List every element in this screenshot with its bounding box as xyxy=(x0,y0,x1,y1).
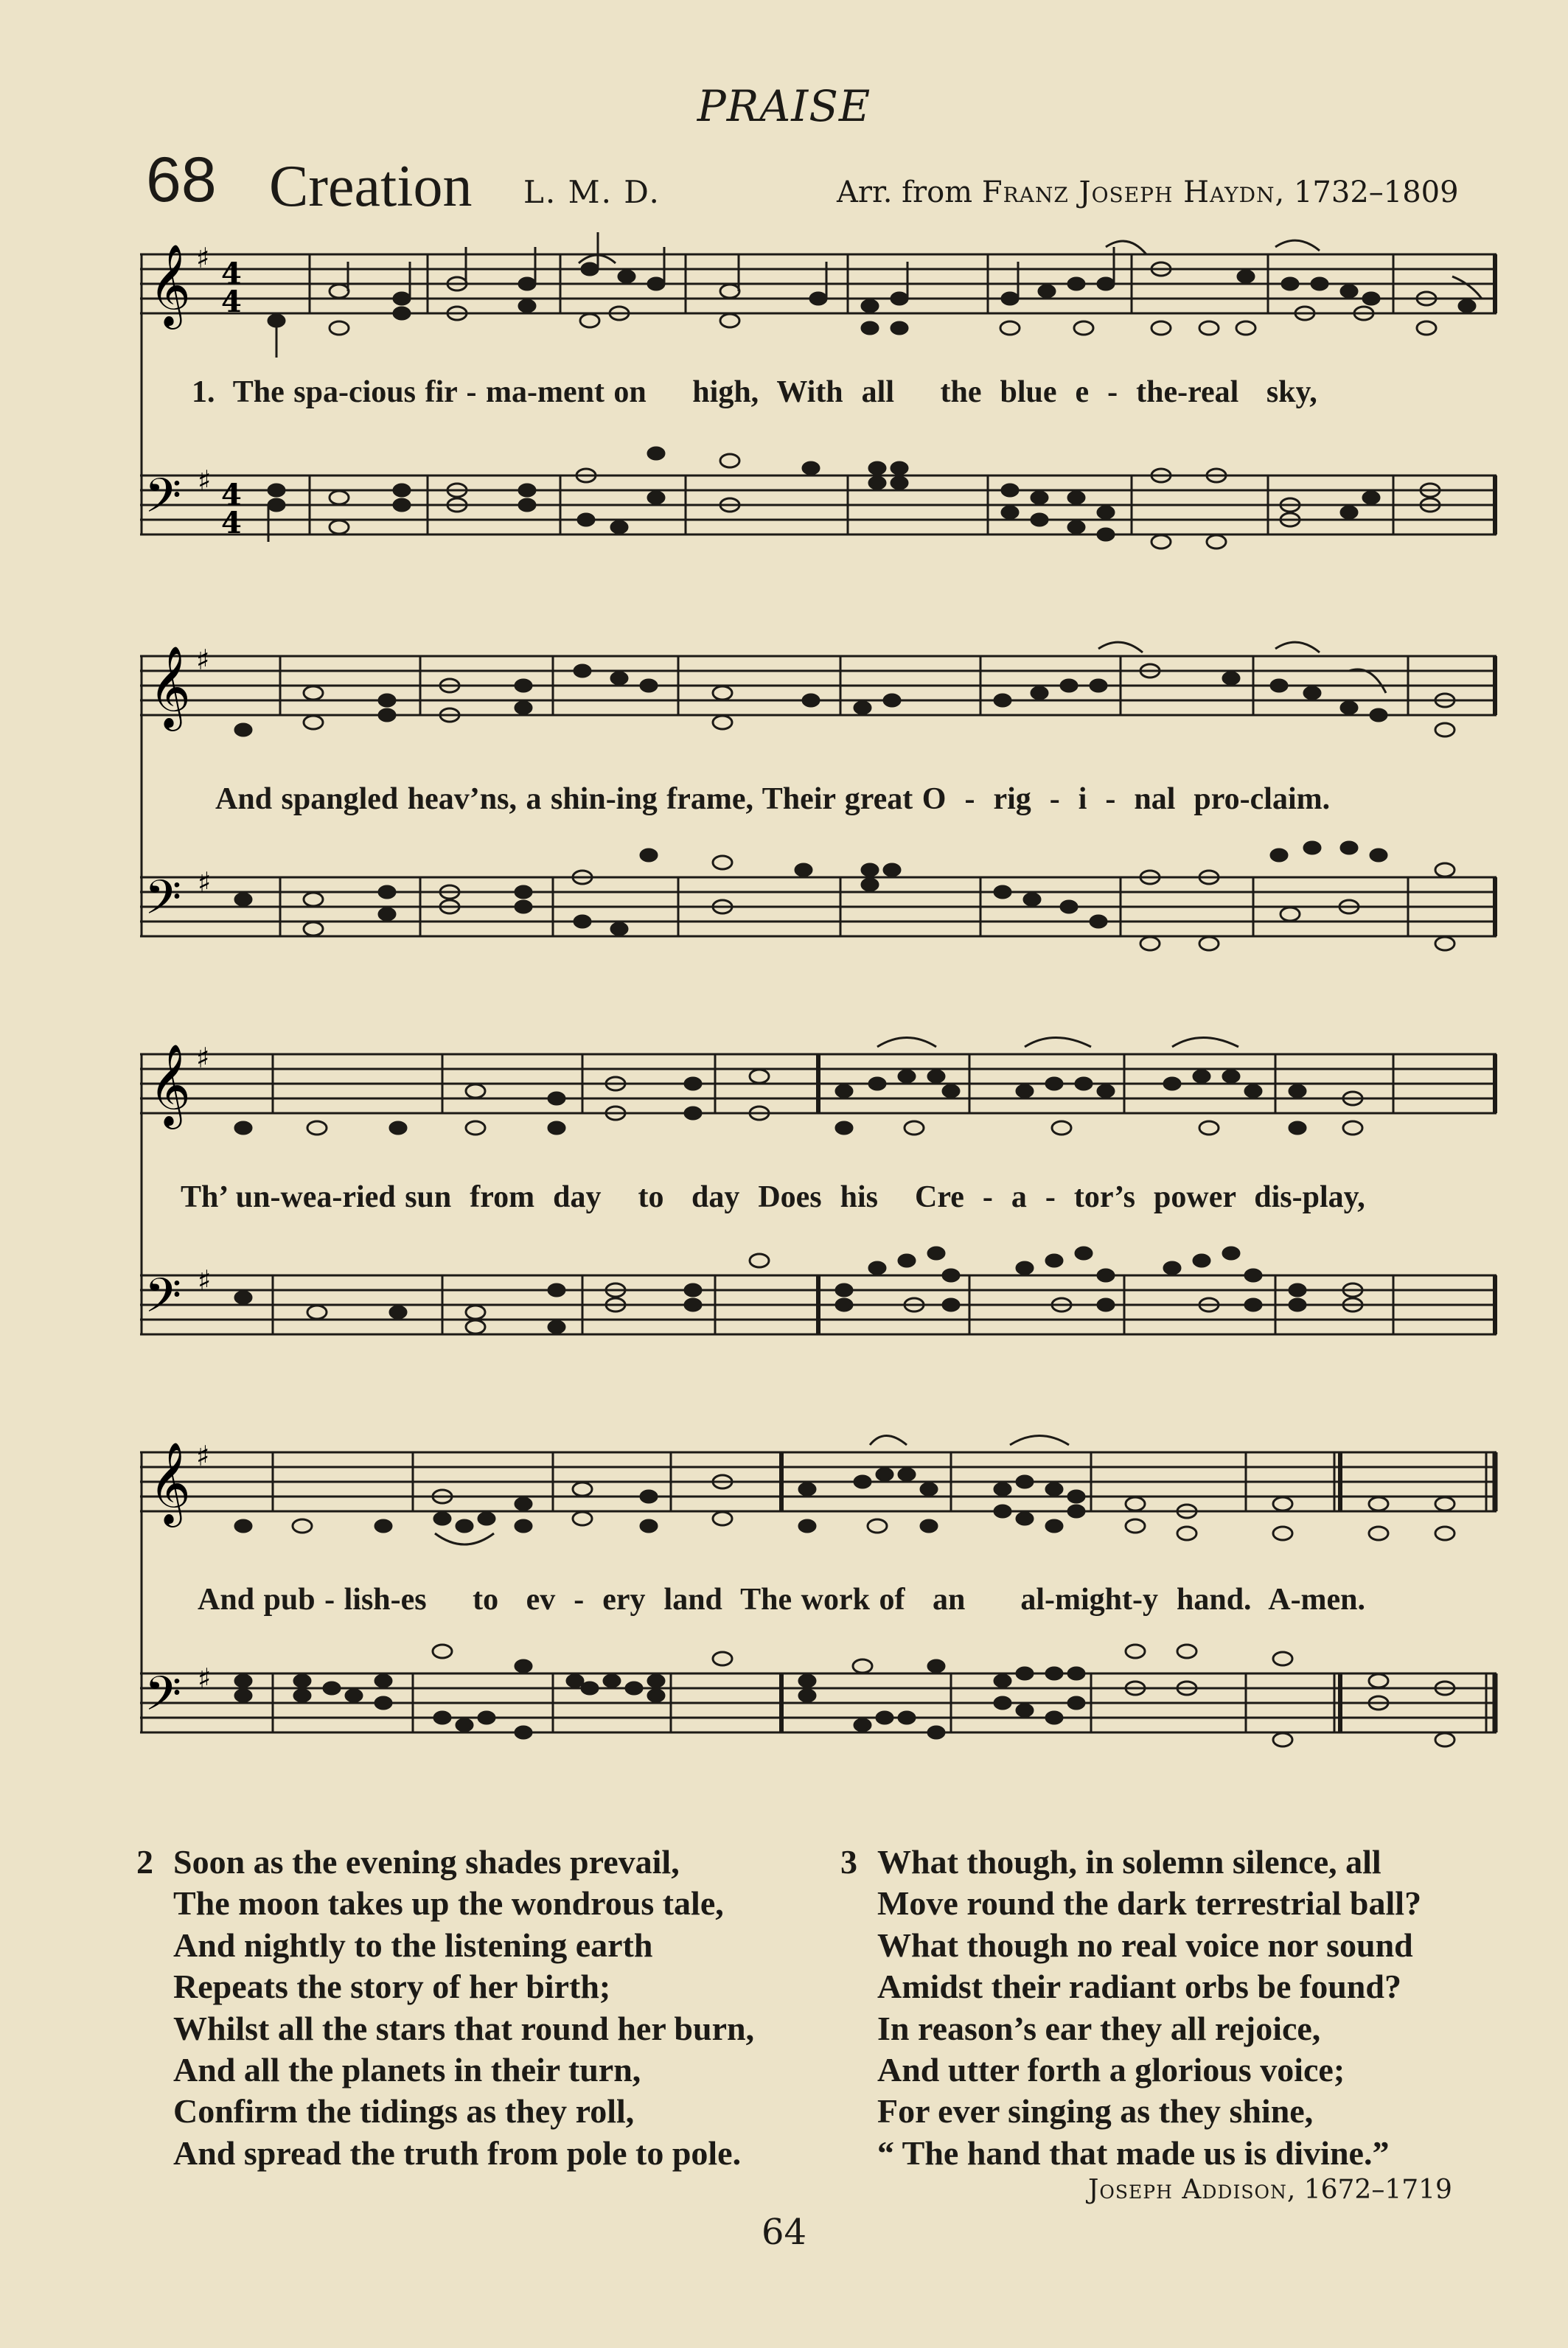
time-sig-bottom-bass: 4 xyxy=(221,506,242,540)
treble-notes xyxy=(268,232,1475,358)
verse-line: “ The hand that made us is divine.” xyxy=(877,2133,1390,2172)
treble-notes xyxy=(235,1469,1454,1540)
treble-clef-icon: 𝄞 xyxy=(149,243,191,326)
verse-line: Confirm the tidings as they roll, xyxy=(173,2092,635,2131)
time-sig-top-bass: 4 xyxy=(221,478,242,512)
hymn-meter: L. M. D. xyxy=(523,174,661,210)
bass-notes xyxy=(235,1645,1454,1746)
bass-clef-icon: 𝄢 xyxy=(144,1269,182,1335)
verse-line: What though, in solemn silence, all xyxy=(877,1843,1381,1881)
page-number: 64 xyxy=(761,2212,807,2253)
key-signature-treble: ♯ xyxy=(196,1042,210,1074)
composer-dates: , 1732–1809 xyxy=(1275,175,1459,209)
lyricist-name: Joseph Addison xyxy=(1088,2175,1287,2205)
verse-number: 3 xyxy=(840,1843,857,1881)
lyric-line-2: And spangled heav’ns, a shin-ing frame, Their great O - rig - i - nal pro-claim. xyxy=(215,782,1331,816)
treble-notes xyxy=(235,1070,1362,1135)
treble-clef-icon: 𝄞 xyxy=(149,645,191,728)
key-signature-treble: ♯ xyxy=(196,1440,210,1472)
verse-line: In reason’s ear they all rejoice, xyxy=(877,2009,1321,2047)
verse-number: 2 xyxy=(136,1843,153,1881)
verse-line: Amidst their radiant orbs be found? xyxy=(877,1968,1401,2006)
key-signature-treble: ♯ xyxy=(196,242,210,274)
bass-notes xyxy=(235,842,1454,950)
key-signature-bass: ♯ xyxy=(198,1662,212,1695)
section-heading: PRAISE xyxy=(697,81,871,131)
verse-line: Repeats the story of her birth; xyxy=(173,1968,611,2006)
key-signature-bass: ♯ xyxy=(198,866,212,899)
verse-line: Whilst all the stars that round her burn, xyxy=(173,2009,755,2047)
hymn-number: 68 xyxy=(146,144,217,215)
verse-3 xyxy=(840,1842,1511,2174)
key-signature-treble: ♯ xyxy=(196,644,210,676)
composer-name: Franz Joseph Haydn xyxy=(981,175,1275,209)
treble-staff xyxy=(140,656,1496,715)
bass-clef-icon: 𝄢 xyxy=(144,1667,182,1733)
verse-line: Soon as the evening shades prevail, xyxy=(173,1843,680,1881)
bass-notes xyxy=(268,447,1440,548)
verse-line: What though no real voice nor sound xyxy=(877,1926,1413,1964)
lyric-line-4: And pub - lish-es to ev - ery land The work of an al-might-y hand. A-men. xyxy=(198,1583,1366,1617)
time-sig-top: 4 xyxy=(221,257,242,291)
bass-clef-icon: 𝄢 xyxy=(144,871,182,937)
treble-clef-icon: 𝄞 xyxy=(149,1441,191,1524)
verse-line: The moon takes up the wondrous tale, xyxy=(173,1884,724,1923)
lyricist-dates: , 1672–1719 xyxy=(1286,2175,1452,2205)
verse-line: And nightly to the listening earth xyxy=(173,1926,653,1964)
lyricist-credit xyxy=(1088,2175,1452,2205)
key-signature-bass: ♯ xyxy=(198,464,212,497)
lyric-line-1: 1. The spa-cious fir - ma-ment on high, With all the blue e - the-real sky, xyxy=(192,375,1317,409)
bass-staff xyxy=(140,1673,1496,1732)
composer-credit xyxy=(837,175,1459,209)
verse-2 xyxy=(136,1842,807,2174)
key-signature-bass: ♯ xyxy=(198,1264,212,1297)
time-sig-bottom: 4 xyxy=(221,285,242,319)
verse-line: Move round the dark terrestrial ball? xyxy=(877,1884,1422,1923)
verse-line: And utter forth a glorious voice; xyxy=(877,2051,1345,2089)
composer-prefix: Arr. from xyxy=(837,175,973,209)
hymn-title: Creation xyxy=(269,154,473,219)
verse-line: For ever singing as they shine, xyxy=(877,2092,1314,2131)
treble-slurs xyxy=(877,1038,1238,1048)
treble-clef-icon: 𝄞 xyxy=(149,1043,191,1126)
lyric-line-3: Th’ un-wea-ried sun from day to day Does his Cre - a - tor’s power dis-play, xyxy=(181,1180,1365,1214)
verse-line: And spread the truth from pole to pole. xyxy=(173,2133,742,2172)
bass-clef-icon: 𝄢 xyxy=(144,469,182,535)
verse-line: And all the planets in their turn, xyxy=(173,2051,641,2089)
